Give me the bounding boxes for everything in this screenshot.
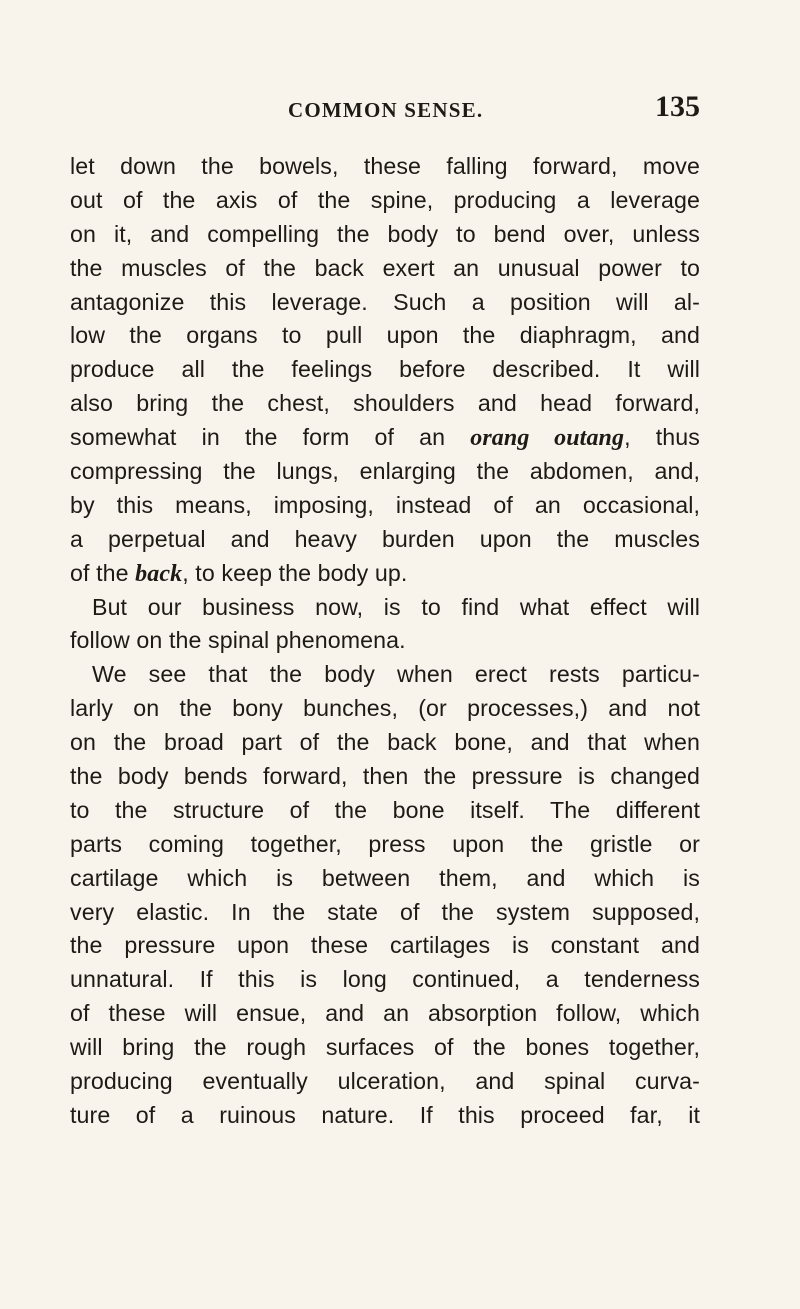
text-line: We see that the body when erect rests particu- <box>92 661 700 688</box>
text-line: very elastic. In the state of the system supposed, <box>70 898 700 925</box>
text-line: produce all the feelings before described. It will <box>70 356 700 383</box>
text-line: unnatural. If this is long continued, a tenderness <box>70 966 700 993</box>
text-line: cartilage which is between them, and which is <box>70 864 700 891</box>
text-line: But our business now, is to find what effect will <box>92 593 700 620</box>
text-line: will bring the rough surfaces of the bones together, <box>70 1034 700 1061</box>
text-line <box>70 421 700 455</box>
text-line: antagonize this leverage. Such a position will al- <box>70 288 700 315</box>
text-line: a perpetual and heavy burden upon the muscles <box>70 525 700 552</box>
text-line: parts coming together, press upon the gristle or <box>70 830 700 857</box>
text-line: on it, and compelling the body to bend over, unless <box>70 220 700 247</box>
text-line: follow on the spinal phenomena. <box>70 627 406 654</box>
text-line: on the broad part of the back bone, and that when <box>70 729 700 756</box>
text-line: by this means, imposing, instead of an occasional, <box>70 491 700 518</box>
text-run: , to keep the body up. <box>182 559 408 586</box>
page-number: 135 <box>655 90 700 123</box>
text-line: out of the axis of the spine, producing a leverage <box>70 186 700 213</box>
text-run: of the <box>70 559 136 586</box>
italic-term: back <box>135 560 183 587</box>
italic-term: orang outang <box>470 425 625 452</box>
text-line: producing eventually ulceration, and spinal curva- <box>70 1068 700 1095</box>
text-line: let down the bowels, these falling forward, move <box>70 153 700 179</box>
running-head: COMMON SENSE. <box>288 98 484 122</box>
text-line <box>70 557 700 591</box>
body-text <box>70 150 700 1133</box>
text-line: the pressure upon these cartilages is constant and <box>70 932 700 959</box>
text-line: low the organs to pull upon the diaphragm, and <box>70 322 700 349</box>
text-line: the body bends forward, then the pressure is changed <box>70 763 700 790</box>
text-line: of these will ensue, and an absorption follow, which <box>70 1000 700 1027</box>
text-line: the muscles of the back exert an unusual power to <box>70 254 700 281</box>
text-line: also bring the chest, shoulders and head forward, <box>70 390 700 417</box>
text-line: larly on the bony bunches, (or processes,) and not <box>70 695 700 722</box>
text-line: ture of a ruinous nature. If this proceed far, it <box>70 1101 700 1128</box>
text-run: , thus <box>624 424 700 451</box>
text-line: compressing the lungs, enlarging the abdomen, and, <box>70 458 700 485</box>
text-run: somewhat in the form of an <box>70 424 471 451</box>
page-header <box>70 90 700 130</box>
text-line: to the structure of the bone itself. The different <box>70 796 700 823</box>
